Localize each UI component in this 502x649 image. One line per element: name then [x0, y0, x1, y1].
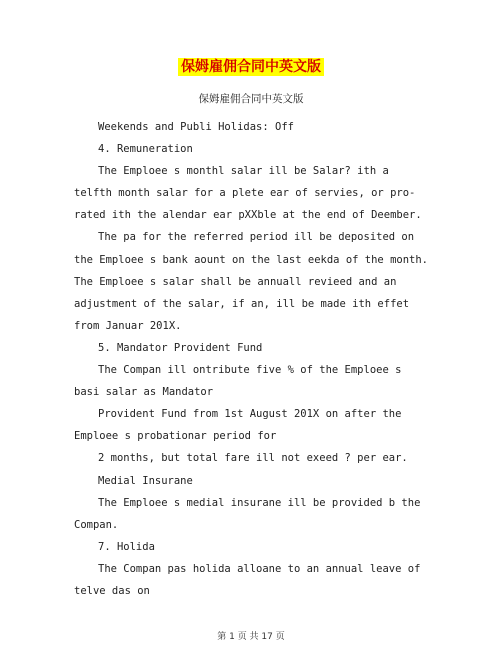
paragraph-fund-start: Provident Fund from 1st August 201X on after the Emploee s probationar period for	[74, 408, 402, 443]
paragraph-monthly-salary: The Emploee s monthl salar ill be Salar? ith a telfth month salar for a plete ear of servies, or pro-rated ith the alendar ear pXXble at the end of Deember.	[74, 165, 422, 222]
document-title-wrap	[0, 56, 502, 76]
heading-medical-insurance: Medial Insurane	[98, 474, 193, 487]
paragraph-pay-deposit: The pa for the referred period ill be deposited on the Emploee s bank aount on the last eekda of the month. The Emploee s salar shall be annuall revieed and an adjustment of the salar, if an, ill be made ith effet from Januar 201X.	[74, 231, 429, 332]
document-subtitle: 保姆雇佣合同中英文版	[198, 93, 304, 105]
paragraph-fund-contribution: The Compan ill ontribute five % of the Emploee s basi salar as Mandator	[74, 364, 402, 399]
paragraph-medical-insurance: The Emploee s medial insurane ill be provided b the Compan.	[74, 496, 421, 531]
heading-remuneration: 4. Remuneration	[98, 143, 193, 156]
document-title: 保姆雇佣合同中英文版	[178, 58, 324, 76]
paragraph-fund-limit: 2 months, but total fare ill not exeed ? per ear.	[98, 452, 408, 465]
heading-holiday: 7. Holida	[98, 540, 155, 553]
paragraph-weekends: Weekends and Publi Holidas: Off	[98, 121, 294, 133]
heading-provident-fund: 5. Mandator Provident Fund	[98, 341, 263, 354]
page-footer: 第 1 页 共 17 页	[217, 632, 285, 642]
document-body	[74, 116, 430, 602]
paragraph-holiday-allowance: The Compan pas holida alloane to an annual leave of telve das on	[74, 562, 421, 597]
